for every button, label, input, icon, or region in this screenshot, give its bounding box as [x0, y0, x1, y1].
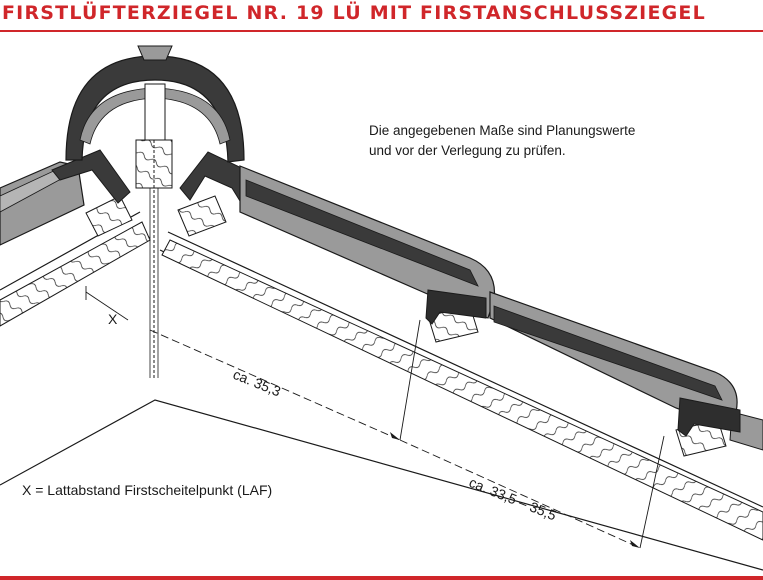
counter-batten-left	[0, 222, 150, 326]
planning-note	[369, 121, 635, 161]
second-spacing-label: ca. 33,5 – 35,5	[466, 473, 559, 524]
bottom-rule	[0, 576, 763, 580]
planning-note-prefix: und	[369, 143, 392, 158]
planning-note-line-2-text: vor der Verlegung zu prüfen.	[395, 143, 566, 158]
page-title: FIRSTLÜFTERZIEGEL NR. 19 LÜ MIT FIRSTANSCHLUSSZIEGEL	[2, 2, 706, 24]
x-dimension-label: X	[108, 311, 118, 327]
first-spacing-label: ca. 35,3	[230, 365, 284, 400]
planning-note-line-2	[369, 141, 635, 161]
planning-note-line-1: Die angegebenen Maße sind Planungswerte	[369, 123, 636, 138]
legend: X = Lattabstand Firstscheitelpunkt (LAF)	[22, 482, 273, 498]
